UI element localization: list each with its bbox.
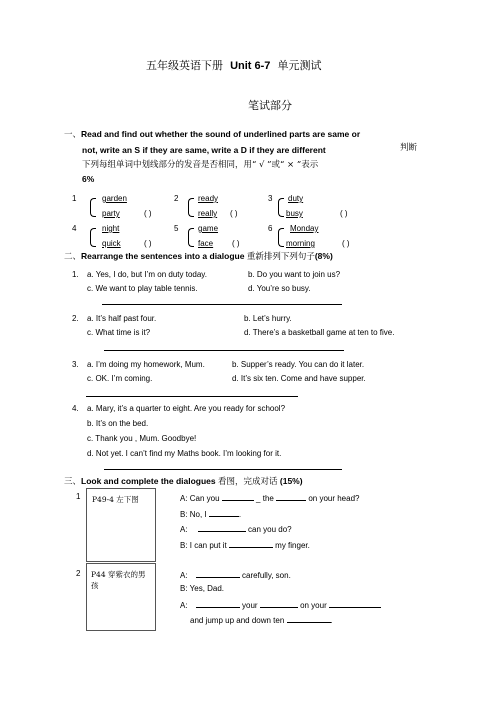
brace [188,228,194,247]
option-d: d. It’s six ten. Come and have supper. [232,374,366,383]
brace [278,198,284,217]
answer-line[interactable] [102,304,342,305]
answer-line[interactable] [104,469,342,470]
blank[interactable] [222,492,254,501]
option-b: b. Do you want to join us? [248,270,341,279]
question-number: 3. [72,360,79,369]
option-c: c. What time is it? [87,328,151,337]
word-top: night [102,224,120,233]
item-number: 4 [72,224,77,233]
item-number: 5 [174,224,179,233]
blank[interactable] [198,523,246,532]
word-top: ready [198,194,219,203]
picture-caption: P44 穿紫衣的男孩 [91,570,146,590]
option-a: a. Yes, I do, but I’m on duty today. [87,270,207,279]
blank[interactable] [209,508,239,517]
brace [90,228,96,247]
brace [188,198,194,217]
dialogue-line: B: Yes, Dad. [180,584,225,593]
dialogue-line: B: No, I . [180,510,242,519]
word-bottom: morning [286,239,315,248]
picture-placeholder [86,488,156,562]
question-number: 4. [72,404,79,413]
part3-heading: 三、Look and complete the dialogues 看图，完成对话 (15%) [64,476,303,487]
word-top: Monday [290,224,319,233]
blank[interactable] [329,599,381,608]
dialogue-line: A: Can you _ the on your head? [180,494,360,503]
blank[interactable] [287,614,331,623]
answer-line[interactable] [104,350,344,351]
answer-blank[interactable]: ( ) [342,239,350,248]
option-d: d. Not yet. I can’t find my Maths book. I’m looking for it. [87,449,282,458]
answer-blank[interactable]: ( ) [340,209,348,218]
option-c: c. We want to play table tennis. [87,284,198,293]
word-bottom: face [198,239,214,248]
part1-score: 6% [82,174,95,184]
answer-blank[interactable]: ( ) [144,209,152,218]
dialogue-line: A: your on your [180,599,381,610]
item-number: 3 [268,194,273,203]
option-b: b. Let’s hurry. [244,314,292,323]
item-number: 6 [268,224,273,233]
dialogue-line: B: I can put it my finger. [180,541,310,550]
dialogue-number: 1 [76,492,81,501]
part1-heading-line2-cn: 判断 [400,143,418,153]
part1-heading: 一、Read and find out whether the sound of underlined parts are same or [64,129,361,140]
word-top: game [198,224,219,233]
answer-blank[interactable]: ( ) [144,239,152,248]
option-a: a. It’s half past four. [87,314,157,323]
dialogue-number: 2 [76,569,81,578]
item-number: 1 [72,194,77,203]
dialogue-line: and jump up and down ten . [190,616,333,625]
dialogue-line: A: carefully, son. [180,571,291,580]
question-number: 1. [72,270,79,279]
brace [90,198,96,217]
blank[interactable] [260,599,298,608]
option-d: d. You’re so busy. [248,284,311,293]
question-number: 2. [72,314,79,323]
answer-blank[interactable]: ( ) [232,239,240,248]
option-c: c. Thank you , Mum. Goodbye! [87,434,197,443]
part2-heading: 二、Rearrange the sentences into a dialogue 重新排列下列句子(8%) [64,251,333,262]
answer-blank[interactable]: ( ) [230,209,238,218]
picture-caption: P49-4 左下图 [92,495,139,504]
part1-instruction: 下列每组单词中划线部分的发音是否相同，用“ √ ”或“ × ”表示 [82,160,319,170]
page-subtitle: 笔试部分 [248,99,292,112]
blank[interactable] [196,569,240,578]
option-a: a. I’m doing my homework, Mum. [87,360,205,369]
picture-placeholder [86,563,156,631]
option-c: c. OK. I’m coming. [87,374,153,383]
blank[interactable] [196,599,240,608]
word-bottom: party [102,209,120,218]
dialogue-line: A: can you do? [180,525,292,534]
item-number: 2 [174,194,179,203]
word-bottom: busy [286,209,303,218]
page-title: 五年级英语下册 Unit 6-7 单元测试 [146,59,322,72]
option-b: b. Supper’s ready. You can do it later. [232,360,365,369]
blank[interactable] [276,492,306,501]
option-d: d. There’s a basketball game at ten to five. [244,328,395,337]
word-top: garden [102,194,127,203]
option-b: b. It’s on the bed. [87,419,149,428]
word-top: duty [288,194,304,203]
part1-heading-line2: not, write an S if they are same, write a D if they are different [82,145,326,155]
answer-line[interactable] [86,396,298,397]
option-a: a. Mary, it’s a quarter to eight. Are you ready for school? [87,404,286,413]
word-bottom: really [198,209,218,218]
brace [278,228,284,247]
word-bottom: quick [102,239,121,248]
blank[interactable] [229,539,273,548]
